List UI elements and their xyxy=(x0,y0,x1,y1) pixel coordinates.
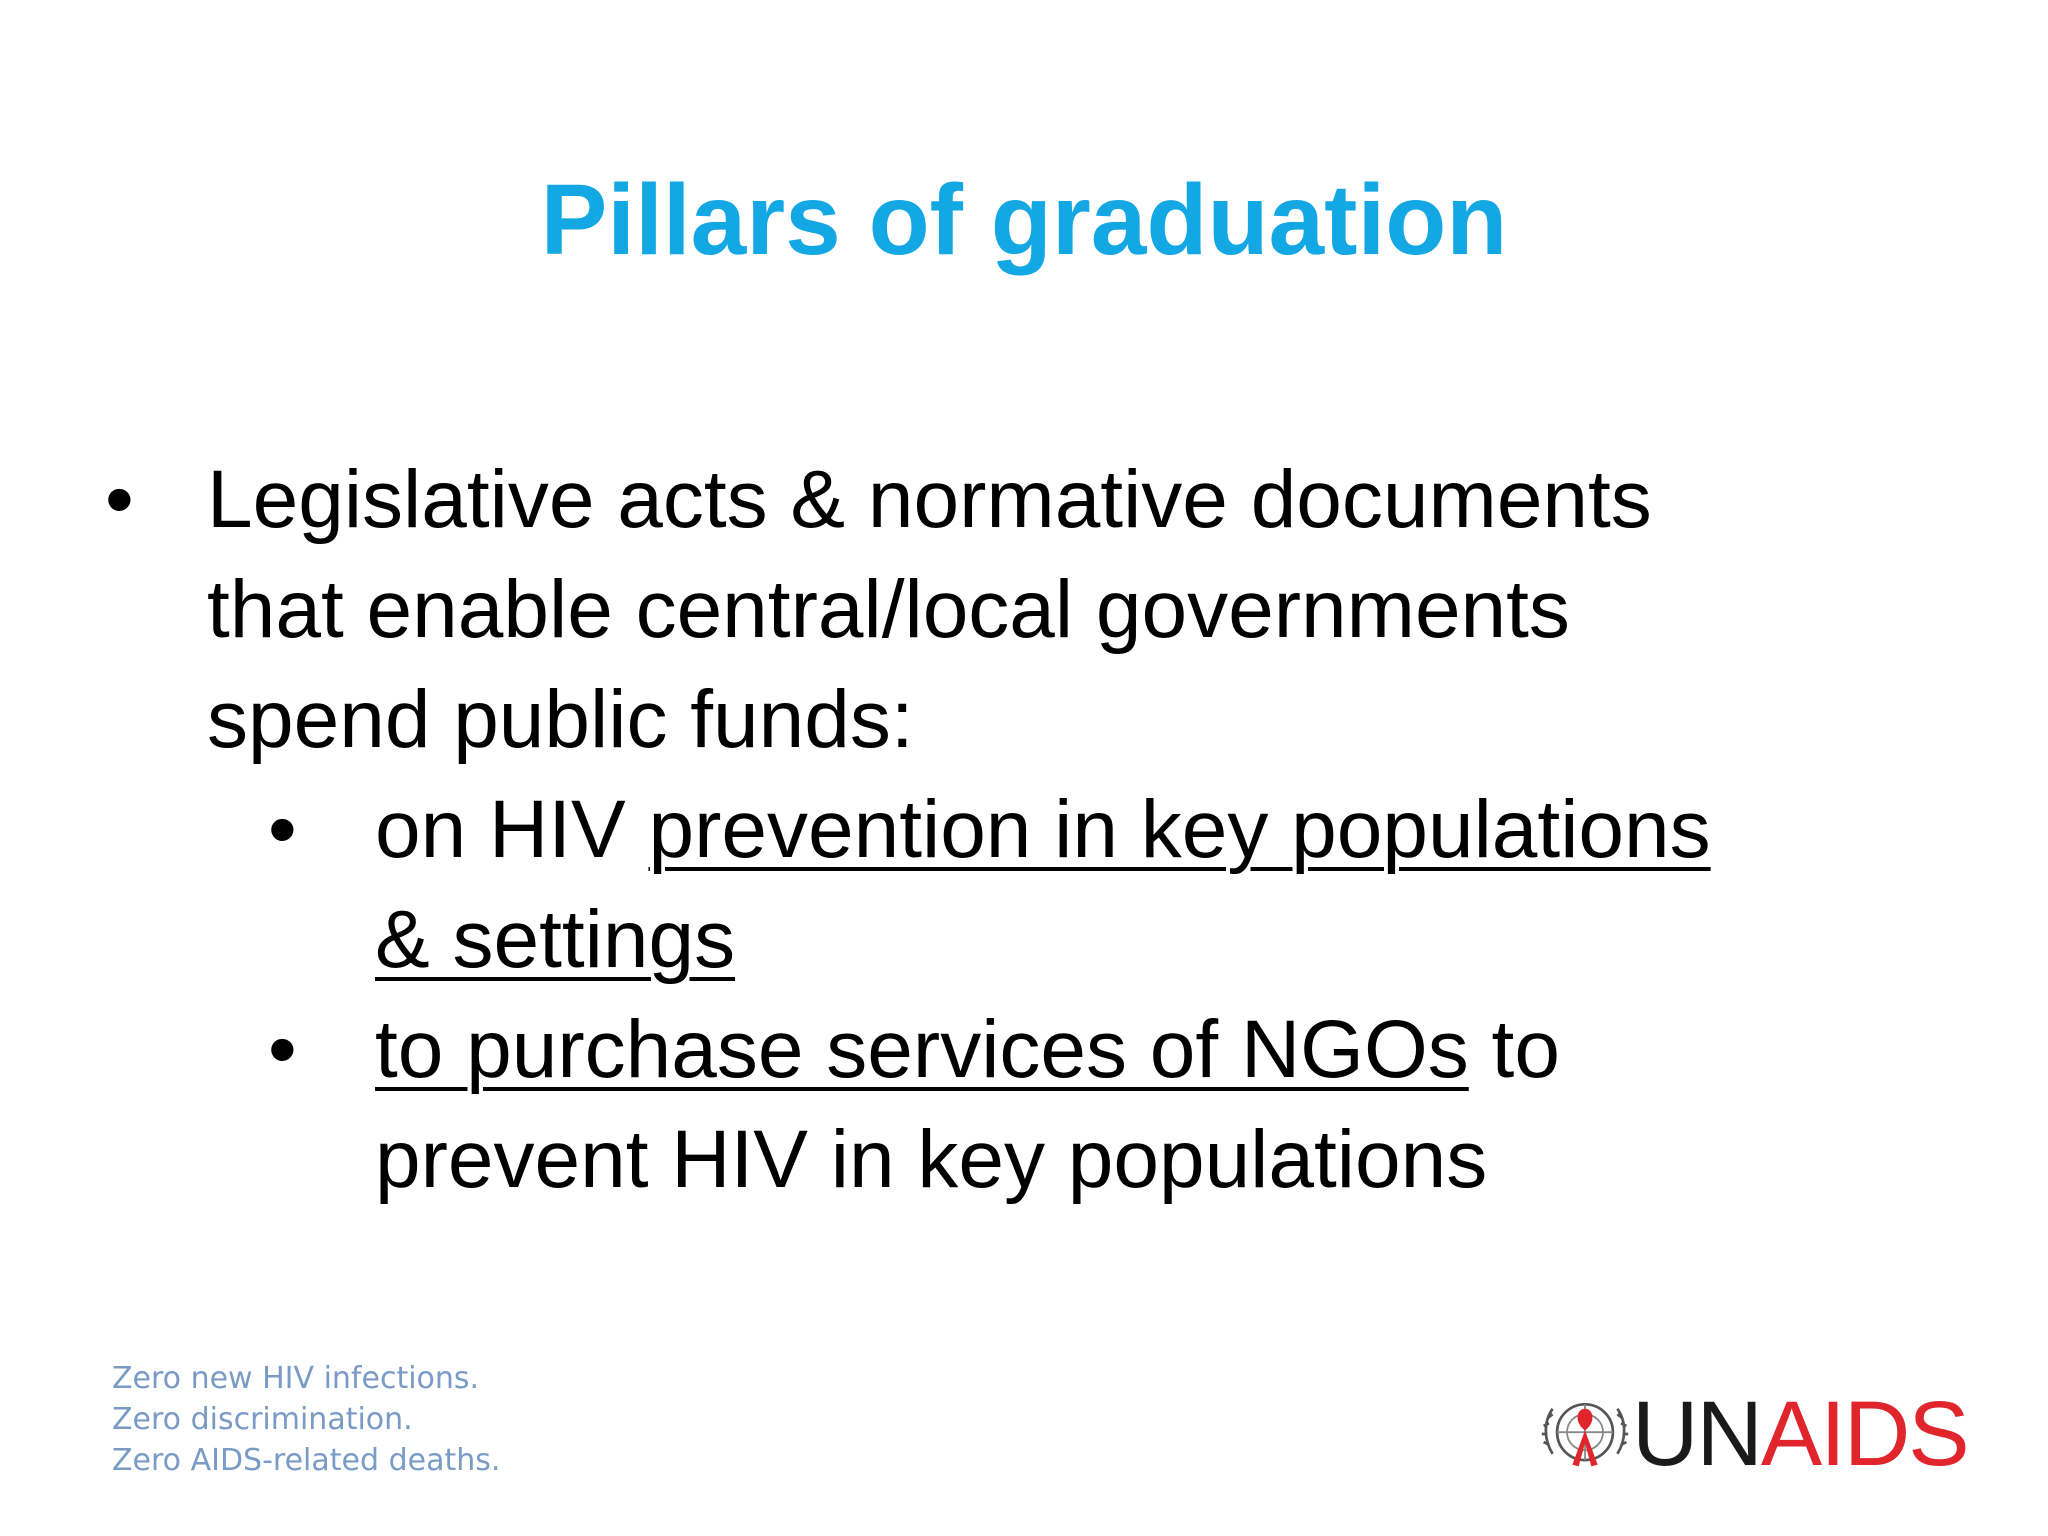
bullet-marker: • xyxy=(105,454,134,545)
tagline-line: Zero new HIV infections. xyxy=(112,1361,480,1396)
slide-title: Pillars of graduation xyxy=(540,164,1508,276)
tagline-line: Zero AIDS-related deaths. xyxy=(112,1443,501,1478)
bullet-marker: • xyxy=(268,784,297,875)
sub-bullet-item-purchase-services xyxy=(0,995,2048,1215)
bullet-marker: • xyxy=(268,1004,297,1095)
bullet-line: prevent HIV in key populations xyxy=(375,1114,1488,1205)
sub-bullet-item-hiv-prevention xyxy=(0,775,2048,995)
bullet-line: that enable central/local governments xyxy=(207,564,1570,655)
underlined-text: to purchase services of NGOs xyxy=(375,1004,1469,1095)
tagline-line: Zero discrimination. xyxy=(112,1402,413,1437)
bullet-line xyxy=(375,885,1988,995)
underlined-text: & settings xyxy=(375,894,736,985)
bullet-line xyxy=(375,775,1988,885)
bullet-list xyxy=(0,445,2048,1215)
logo-wordmark xyxy=(1632,1384,1968,1484)
footer-tagline xyxy=(112,1358,500,1481)
un-emblem-with-red-ribbon-icon xyxy=(1540,1389,1630,1479)
bullet-text: to xyxy=(1468,1004,1560,1095)
logo-un-text: UN xyxy=(1632,1383,1761,1485)
logo-aids-text: AIDS xyxy=(1760,1383,1968,1485)
bullet-line xyxy=(375,995,1988,1105)
bullet-line: spend public funds: xyxy=(207,674,914,765)
bullet-item-legislative-acts xyxy=(0,445,2048,775)
underlined-text: prevention in key populations xyxy=(648,784,1711,875)
bullet-line: Legislative acts & normative documents xyxy=(207,454,1652,545)
unaids-logo xyxy=(1540,1384,1968,1484)
bullet-text: on HIV xyxy=(375,784,649,875)
